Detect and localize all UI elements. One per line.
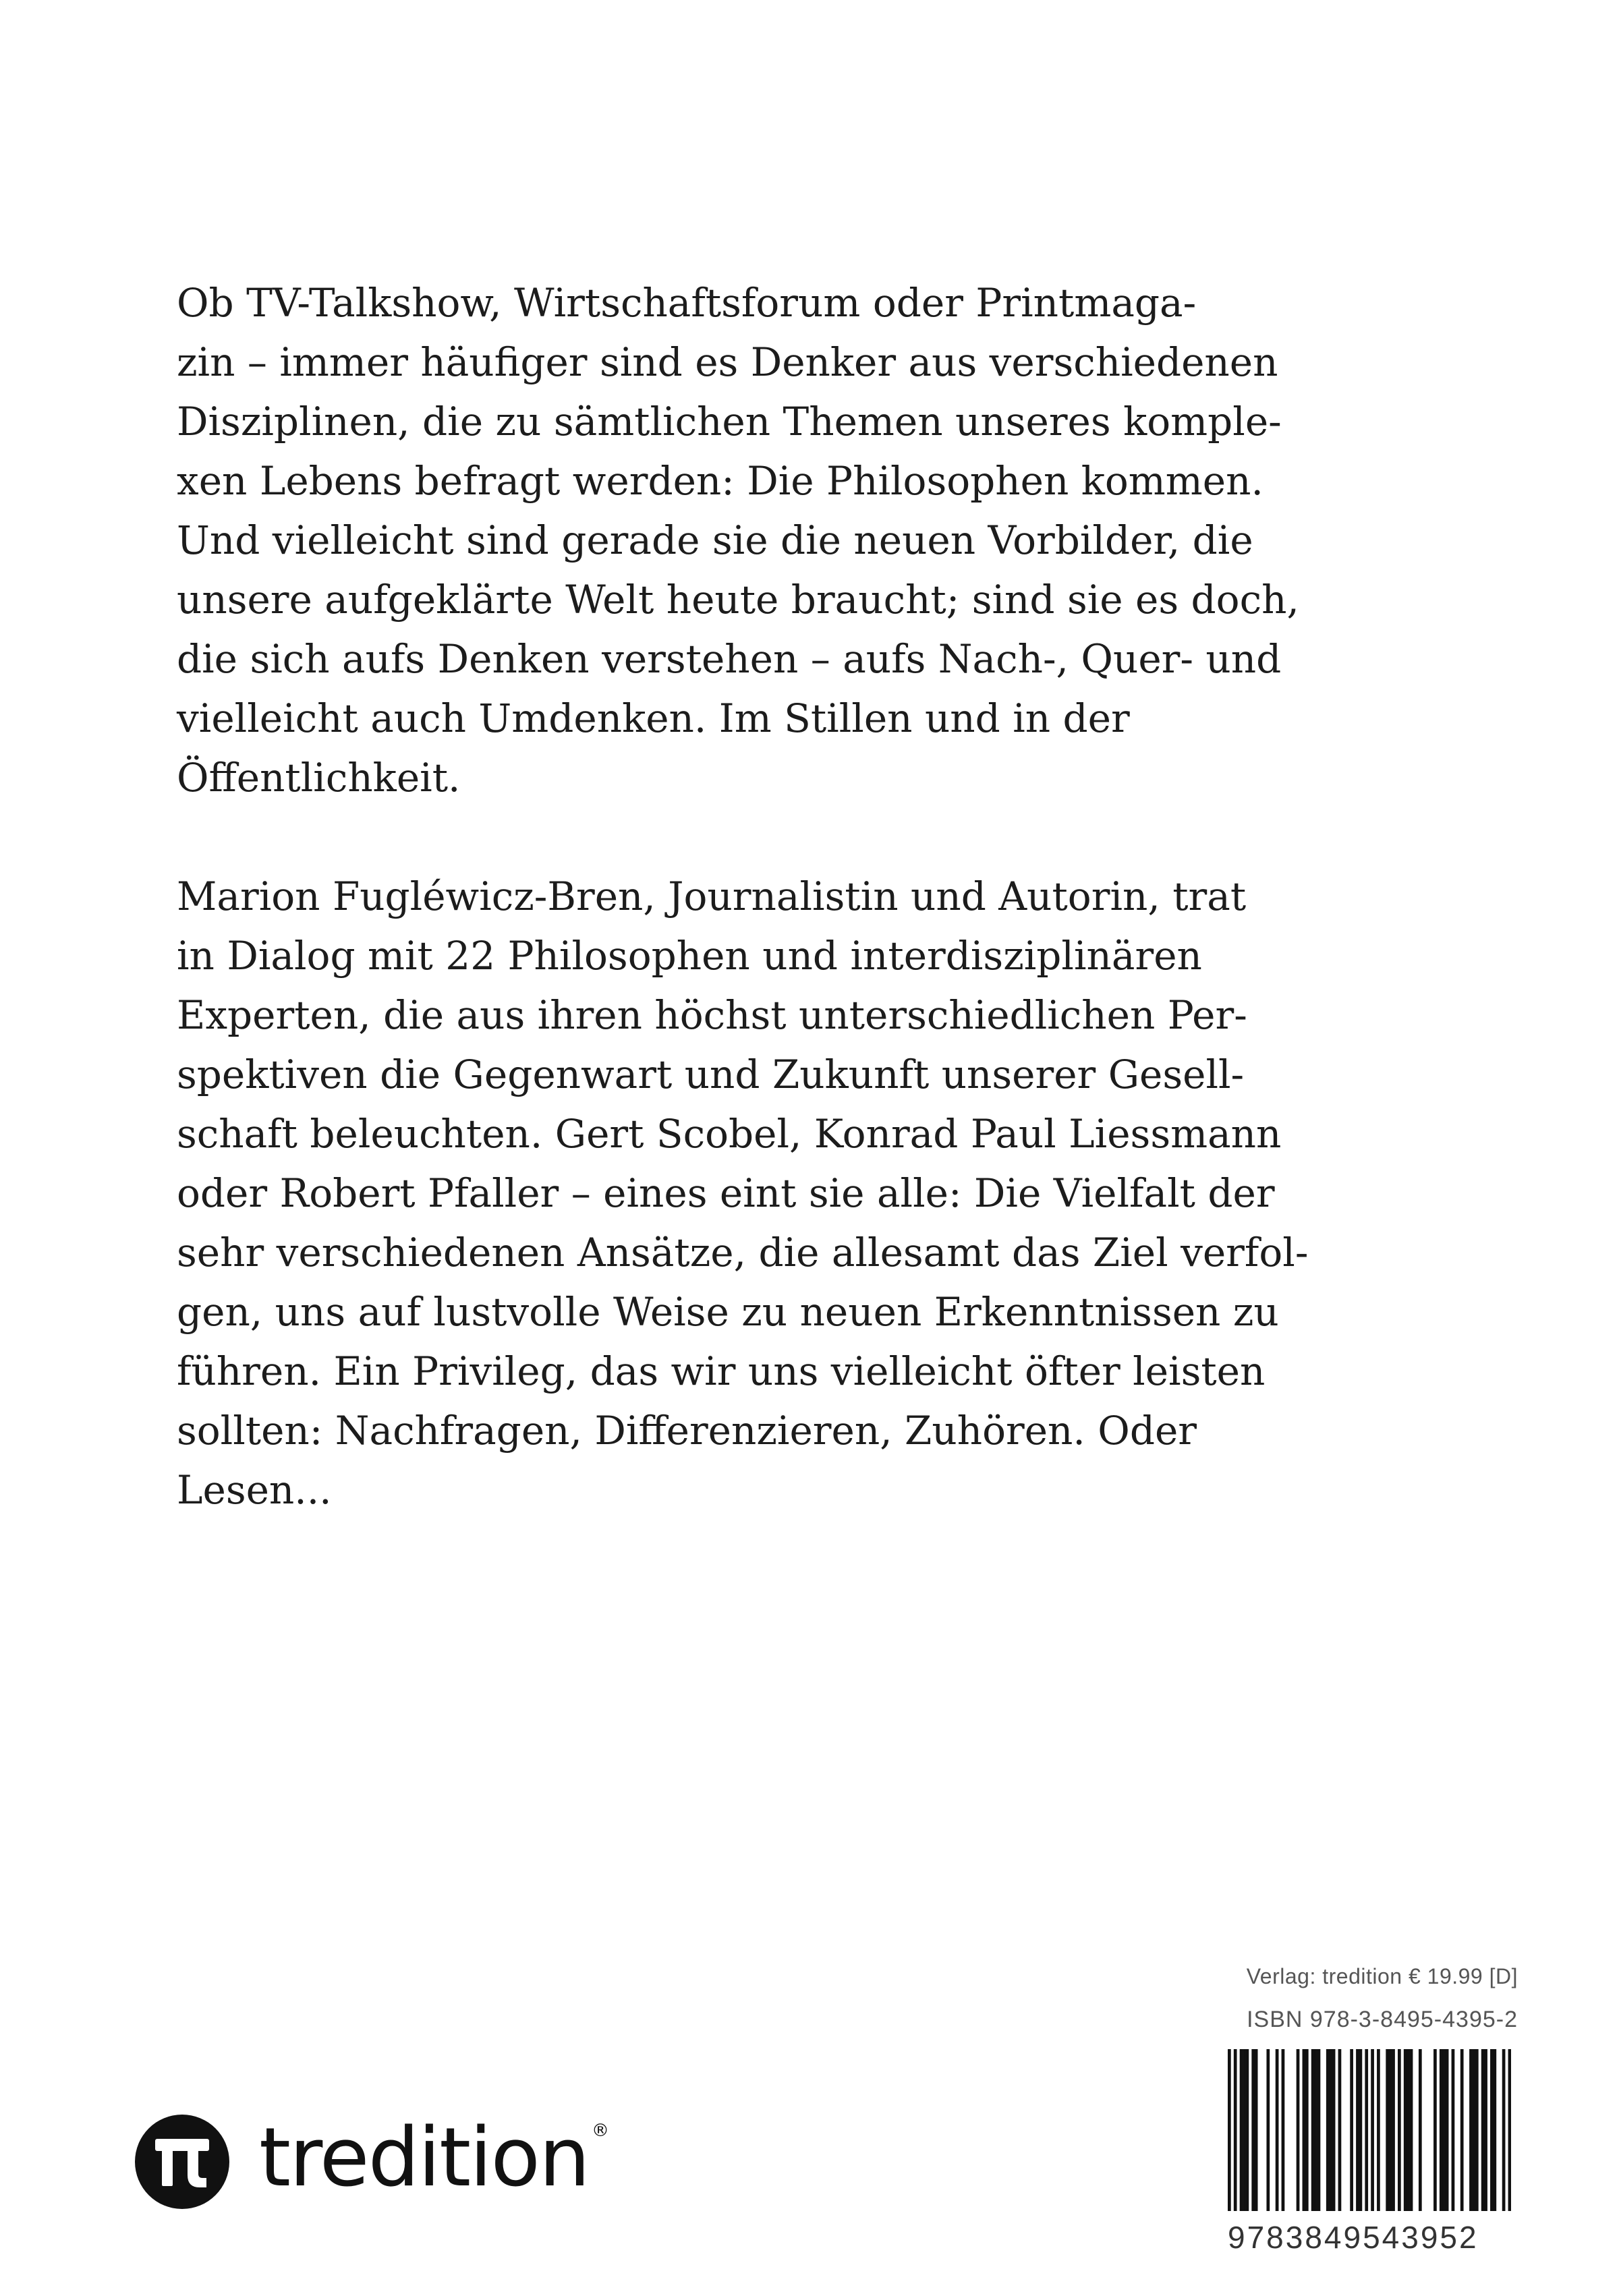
- barcode-bar: [1484, 2049, 1487, 2211]
- blurb-line: Marion Fugléwicz-Bren, Journalistin und Autorin, trat: [177, 873, 1247, 919]
- barcode-bar: [1326, 2049, 1330, 2211]
- blurb-line: zin – immer häufiger sind es Denker aus verschiedenen: [177, 339, 1278, 385]
- publisher-logo: [135, 2111, 609, 2209]
- barcode-bar: [1359, 2049, 1363, 2211]
- barcode-bar: [1243, 2049, 1246, 2211]
- blurb-line: Öffentlichkeit.: [177, 755, 461, 801]
- barcode-bar: [1356, 2049, 1359, 2211]
- blurb-line: Und vielleicht sind gerade sie die neuen Vorbilder, die: [177, 517, 1253, 563]
- barcode-bar: [1251, 2049, 1255, 2211]
- tredition-logo-icon: [135, 2115, 229, 2209]
- barcode-bar: [1407, 2049, 1410, 2211]
- barcode-bar: [1338, 2049, 1342, 2211]
- blurb-line: Ob TV-Talkshow, Wirtschaftsforum oder Printmaga-: [177, 280, 1197, 326]
- blurb-line: xen Lebens befragt werden: Die Philosophen kommen.: [177, 458, 1263, 504]
- blurb-line: sollten: Nachfragen, Differenzieren, Zuhören. Oder: [177, 1408, 1197, 1454]
- barcode-bar: [1389, 2049, 1392, 2211]
- barcode-bar: [1276, 2049, 1279, 2211]
- blurb-line: in Dialog mit 22 Philosophen und interdisziplinären: [177, 933, 1202, 979]
- blurb-line: Disziplinen, die zu sämtlichen Themen unseres komple-: [177, 399, 1282, 444]
- barcode-bar: [1433, 2049, 1437, 2211]
- barcode-bar: [1398, 2049, 1401, 2211]
- barcode-bar: [1303, 2049, 1306, 2211]
- back-cover-blurb: [177, 273, 1309, 1520]
- barcode-bar: [1460, 2049, 1464, 2211]
- barcode-bar: [1442, 2049, 1446, 2211]
- barcode-bar: [1392, 2049, 1395, 2211]
- blurb-line: führen. Ein Privileg, das wir uns vielleicht öfter leisten: [177, 1348, 1266, 1394]
- barcode-bar: [1332, 2049, 1336, 2211]
- barcode-bar: [1350, 2049, 1353, 2211]
- ean-digits: 9783849543952: [1228, 2220, 1479, 2255]
- blurb-line: oder Robert Pfaller – eines eint sie alle: Die Vielfalt der: [177, 1170, 1275, 1216]
- barcode-bar: [1317, 2049, 1321, 2211]
- registered-mark: ®: [591, 2121, 609, 2141]
- blurb-line: sehr verschiedenen Ansätze, die allesamt das Ziel verfol-: [177, 1230, 1309, 1275]
- barcode-bar: [1311, 2049, 1315, 2211]
- barcode-bar: [1473, 2049, 1476, 2211]
- barcode-bar: [1314, 2049, 1317, 2211]
- isbn-text: ISBN 978-3-8495-4395-2: [1247, 2007, 1518, 2032]
- barcode-bar: [1475, 2049, 1479, 2211]
- barcode-bar: [1446, 2049, 1449, 2211]
- barcode-bar: [1234, 2049, 1237, 2211]
- barcode-bar: [1481, 2049, 1485, 2211]
- blurb-paragraph-2: [177, 867, 1309, 1520]
- publisher-name: tredition: [259, 2111, 589, 2205]
- publisher-price-line: Verlag: tredition € 19.99 [D]: [1246, 1964, 1518, 1988]
- barcode-bar: [1493, 2049, 1496, 2211]
- barcode-bar: [1228, 2049, 1231, 2211]
- barcode-bar: [1329, 2049, 1332, 2211]
- barcode-bar: [1255, 2049, 1258, 2211]
- barcode-bar: [1282, 2049, 1285, 2211]
- blurb-line: spektiven die Gegenwart und Zukunft unserer Gesell-: [177, 1052, 1245, 1097]
- barcode-bar: [1419, 2049, 1422, 2211]
- blurb-line: vielleicht auch Umdenken. Im Stillen und in der: [177, 695, 1130, 741]
- barcode-bar: [1410, 2049, 1413, 2211]
- barcode-bar: [1440, 2049, 1443, 2211]
- blurb-paragraph-1: [177, 273, 1299, 807]
- ean-barcode: [1228, 2049, 1511, 2211]
- tredition-logo-glyph: [135, 2115, 229, 2209]
- barcode-bar: [1452, 2049, 1455, 2211]
- blurb-line: unsere aufgeklärte Welt heute braucht; sind sie es doch,: [177, 577, 1299, 623]
- barcode-bar: [1240, 2049, 1243, 2211]
- barcode-bar: [1297, 2049, 1300, 2211]
- barcode-bar: [1508, 2049, 1511, 2211]
- blurb-line: gen, uns auf lustvolle Weise zu neuen Erkenntnissen zu: [177, 1289, 1279, 1335]
- blurb-line: die sich aufs Denken verstehen – aufs Nach-, Quer- und: [177, 636, 1282, 682]
- blurb-line: Lesen...: [177, 1467, 332, 1513]
- barcode-block: [1208, 1963, 1518, 2256]
- blurb-line: Experten, die aus ihren höchst unterschiedlichen Per-: [177, 992, 1247, 1038]
- barcode-bar: [1246, 2049, 1249, 2211]
- barcode-bar: [1469, 2049, 1473, 2211]
- barcode-bar: [1502, 2049, 1506, 2211]
- barcode-bar: [1386, 2049, 1389, 2211]
- barcode-bar: [1365, 2049, 1368, 2211]
- barcode-bar: [1305, 2049, 1309, 2211]
- barcode-bar: [1490, 2049, 1494, 2211]
- barcode-bar: [1377, 2049, 1380, 2211]
- paragraph-spacer: [177, 807, 1270, 867]
- barcode-bar: [1404, 2049, 1407, 2211]
- blurb-line: schaft beleuchten. Gert Scobel, Konrad Paul Liessmann: [177, 1111, 1282, 1157]
- barcode-bar: [1266, 2049, 1270, 2211]
- barcode-bar: [1371, 2049, 1374, 2211]
